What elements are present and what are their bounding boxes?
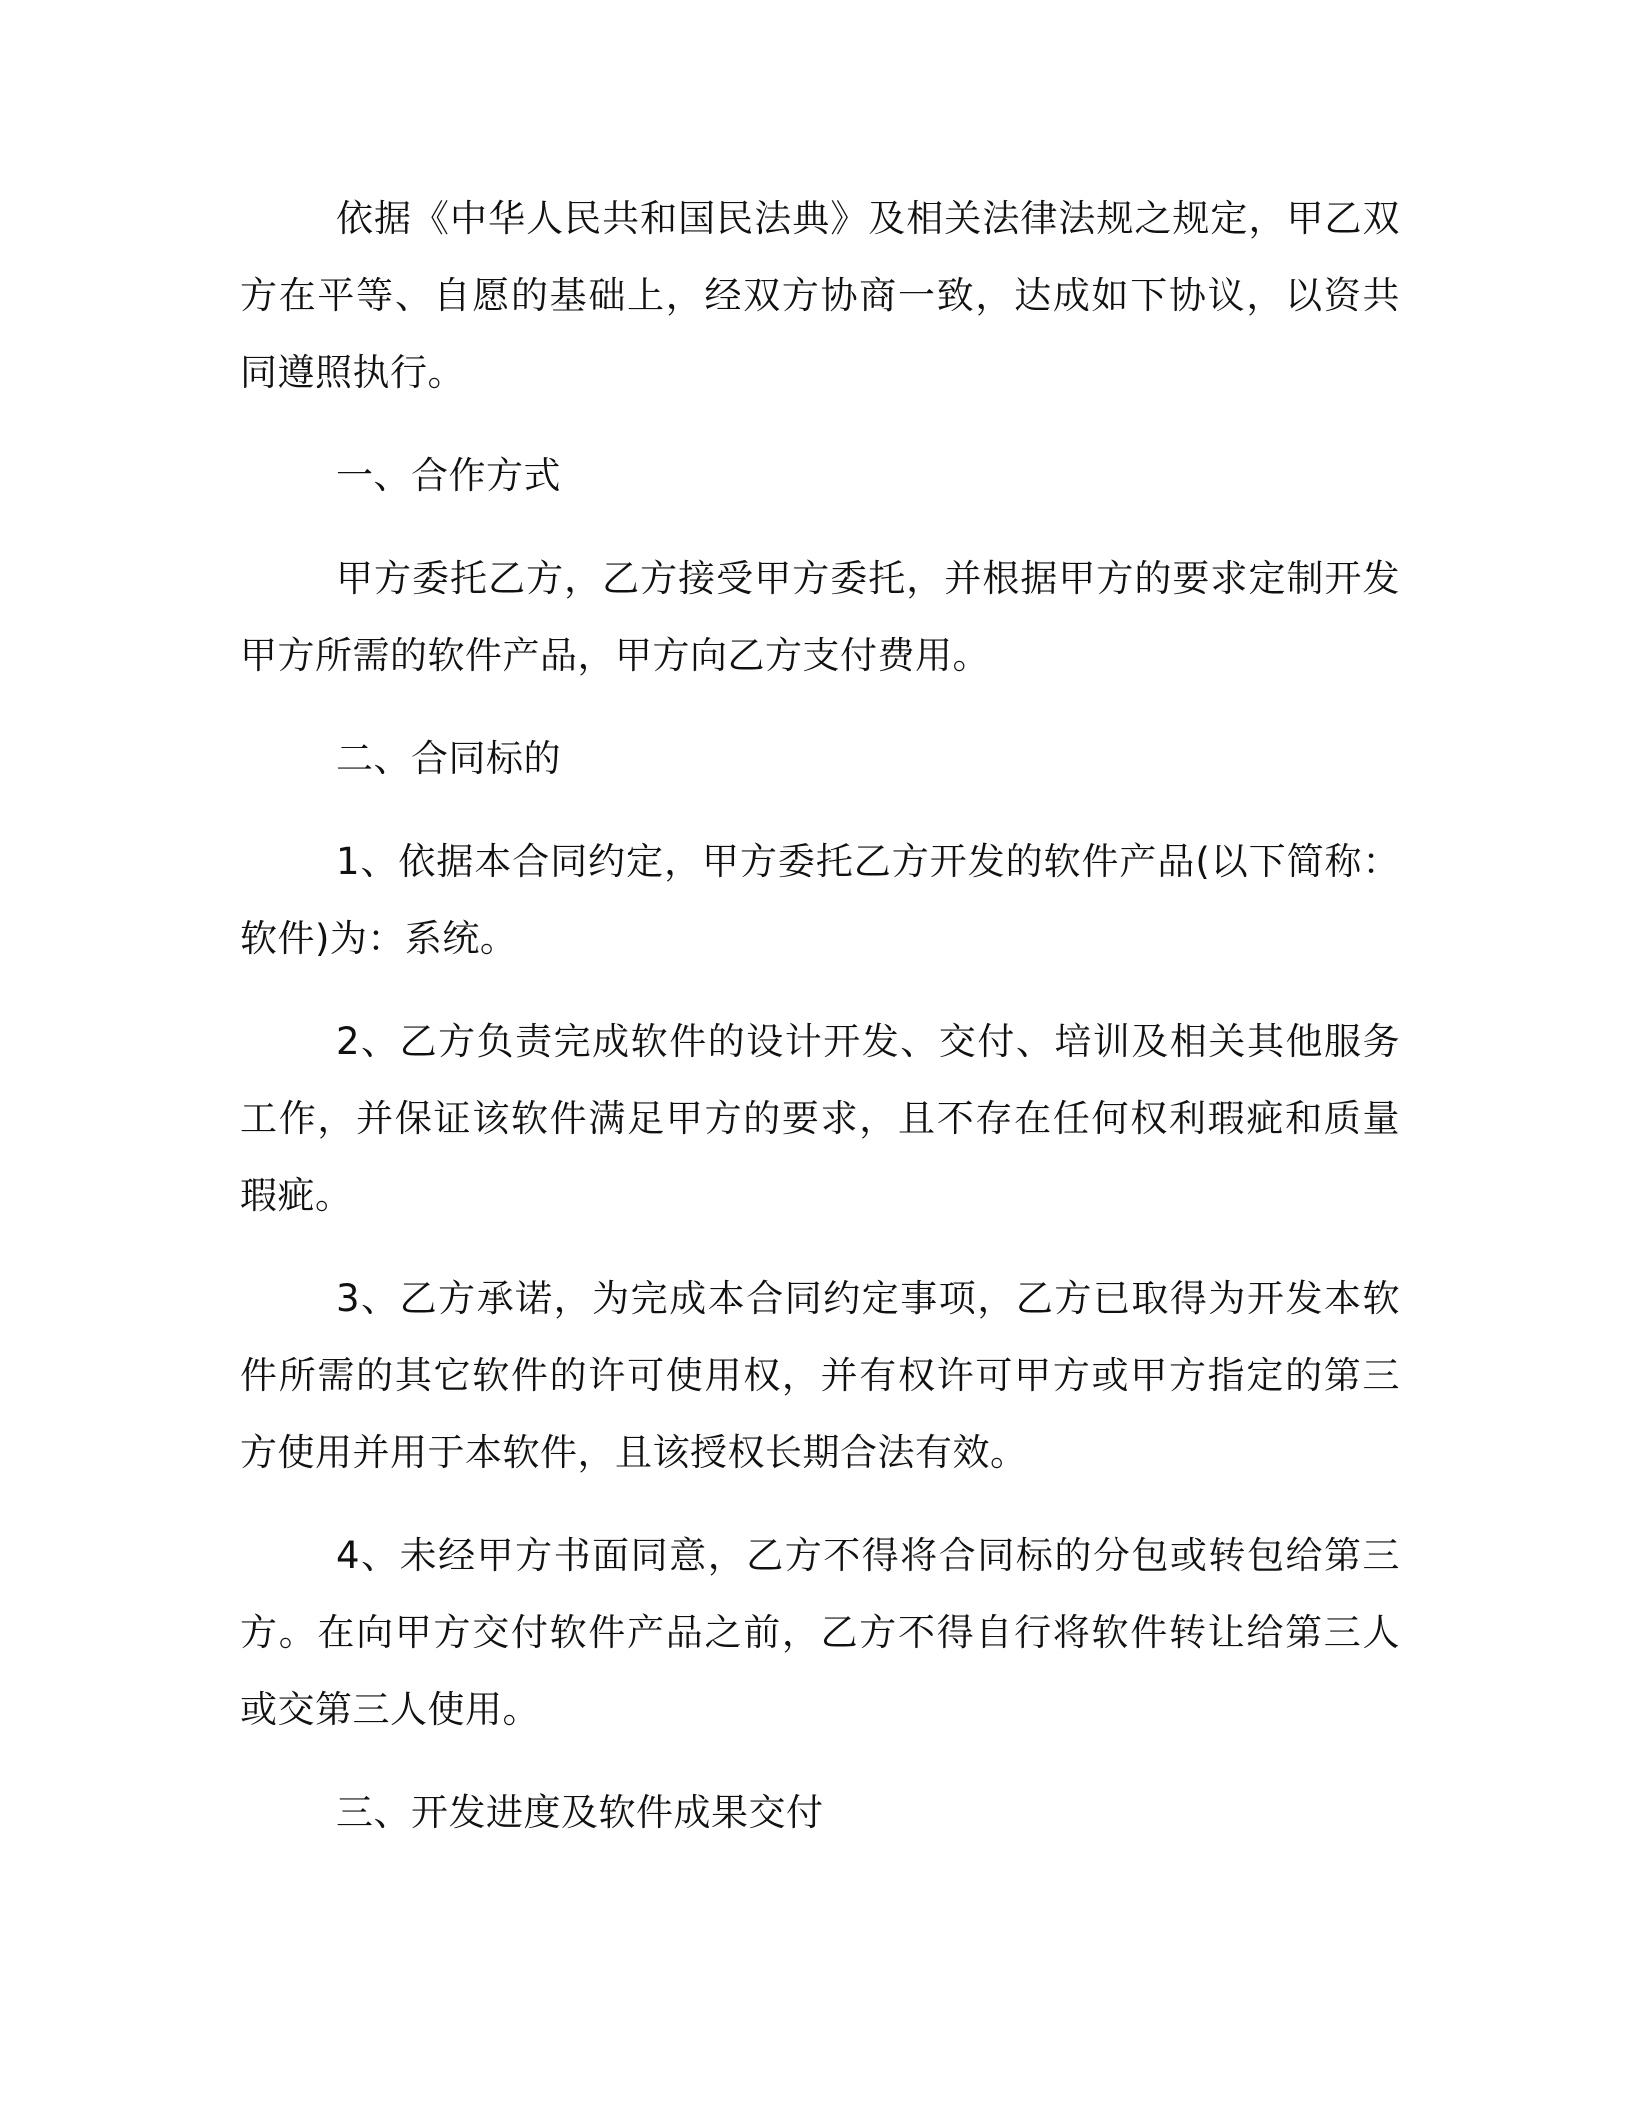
preamble-paragraph: 依据《中华人民共和国民法典》及相关法律法规之规定，甲乙双方在平等、自愿的基础上，经双方协商一致，达成如下协议，以资共同遵照执行。 bbox=[240, 197, 1400, 394]
document-body bbox=[240, 180, 1400, 1877]
clause-4-paragraph: 4、未经甲方书面同意，乙方不得将合同标的分包或转包给第三方。在向甲方交付软件产品之前，乙方不得自行将软件转让给第三人或交第三人使用。 bbox=[240, 1534, 1400, 1731]
clause-2-paragraph: 2、乙方负责完成软件的设计开发、交付、培训及相关其他服务工作，并保证该软件满足甲方的要求，且不存在任何权利瑕疵和质量瑕疵。 bbox=[240, 1020, 1400, 1217]
section-heading-contract-subject: 二、合同标的 bbox=[336, 737, 561, 780]
clause-1-paragraph: 1、依据本合同约定，甲方委托乙方开发的软件产品(以下简称：软件)为：系统。 bbox=[240, 840, 1400, 960]
section-heading-cooperation-mode: 一、合作方式 bbox=[336, 454, 561, 497]
clause-3-paragraph: 3、乙方承诺，为完成本合同约定事项，乙方已取得为开发本软件所需的其它软件的许可使用权，并有权许可甲方或甲方指定的第三方使用并用于本软件，且该授权长期合法有效。 bbox=[240, 1277, 1400, 1474]
section-heading-development-schedule: 三、开发进度及软件成果交付 bbox=[336, 1791, 824, 1834]
cooperation-mode-paragraph: 甲方委托乙方，乙方接受甲方委托，并根据甲方的要求定制开发甲方所需的软件产品，甲方向乙方支付费用。 bbox=[240, 557, 1400, 677]
